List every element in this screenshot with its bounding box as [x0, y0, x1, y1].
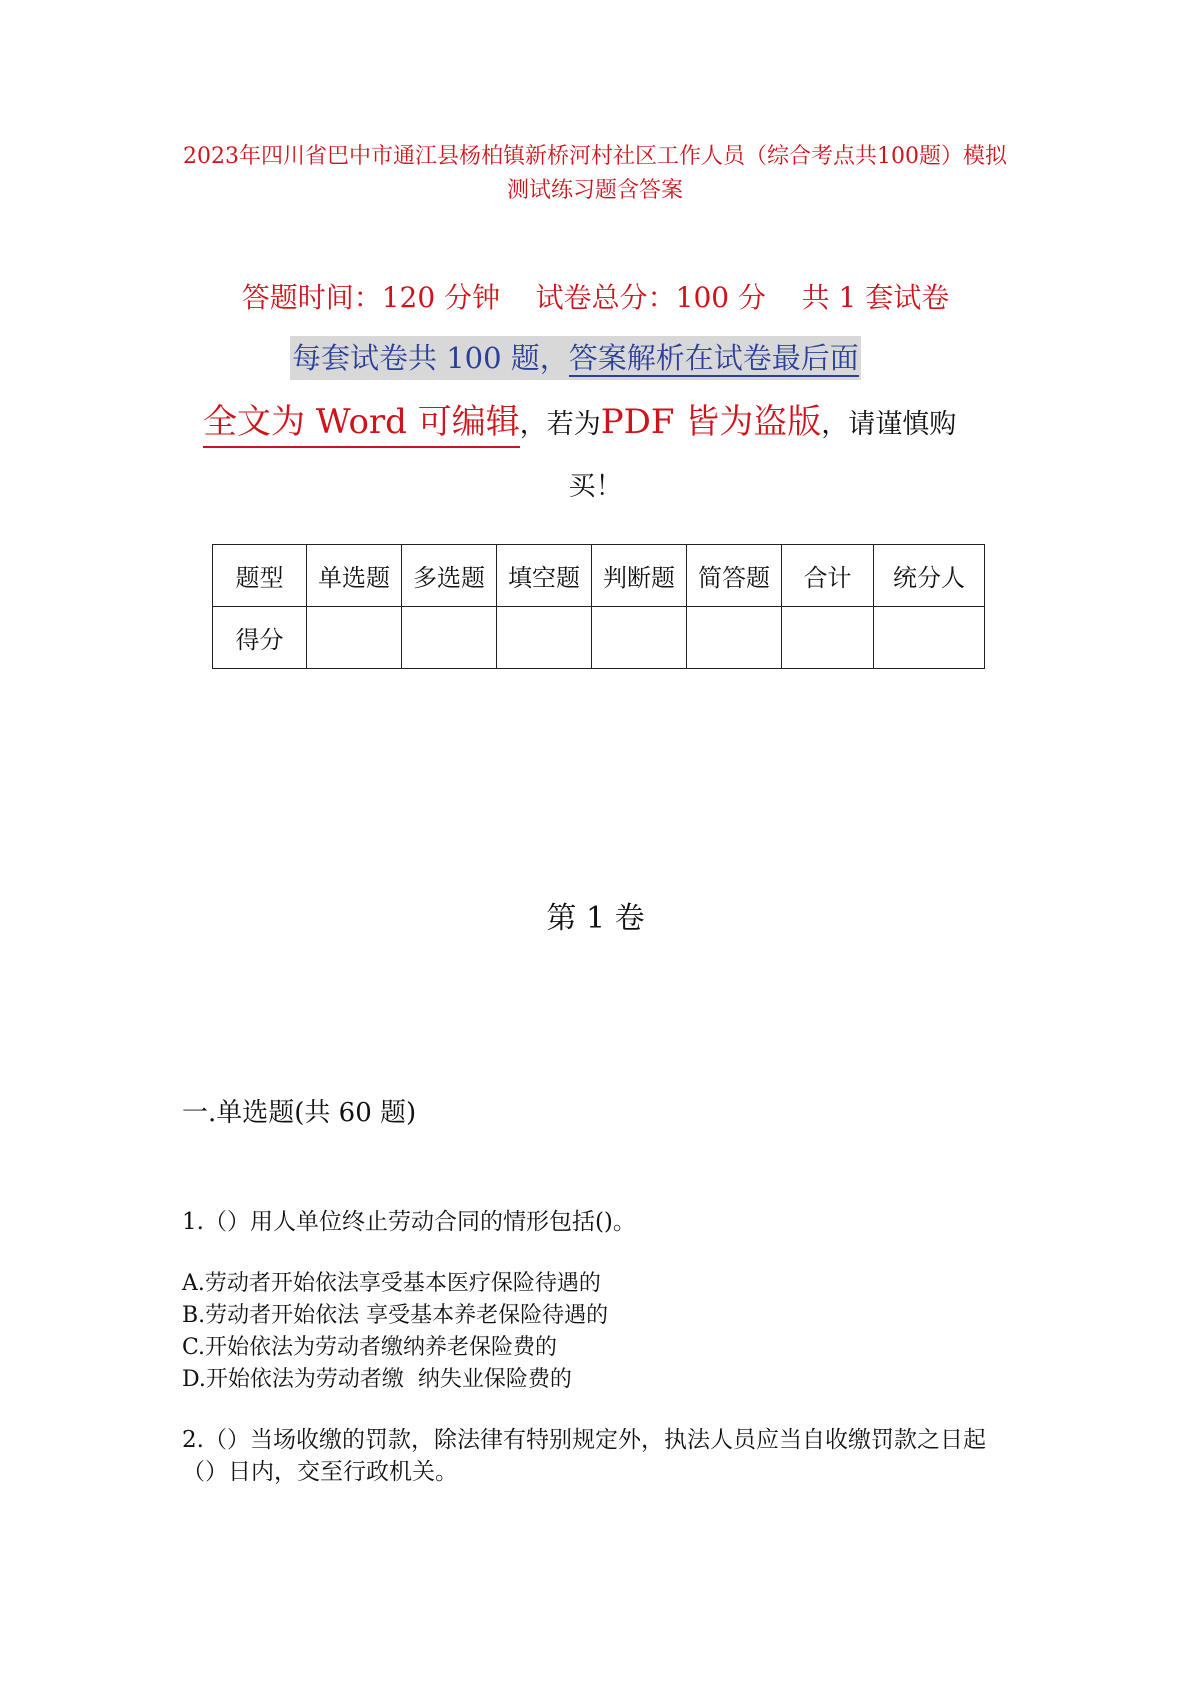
- score-row-label: 得分: [213, 607, 307, 669]
- score-cell: [782, 607, 874, 669]
- question-1-option-d: D.开始依法为劳动者缴 纳失业保险费的: [182, 1367, 572, 1392]
- section-title: 一.单选题(共 60 题): [182, 1098, 417, 1128]
- warning-pdf-pirated: PDF 皆为盗版: [600, 402, 822, 442]
- warning-text-end: 买！: [568, 471, 623, 502]
- warning-text-2: ，请谨慎购: [821, 409, 957, 440]
- score-cell: [402, 607, 497, 669]
- copyright-warning: [203, 398, 956, 449]
- question-1-stem: 1.（）用人单位终止劳动合同的情形包括()。: [182, 1209, 636, 1235]
- question-2-stem-line1: 2.（）当场收缴的罚款，除法律有特别规定外，执法人员应当自收缴罚款之日起: [182, 1427, 986, 1453]
- volume-title: 第 1 卷: [546, 901, 645, 936]
- warning-text-1: ，若为: [519, 409, 601, 440]
- header-cell-scorer: 统分人: [874, 545, 985, 607]
- score-cell: [592, 607, 687, 669]
- header-cell-type: 题型: [213, 545, 307, 607]
- score-cell: [307, 607, 402, 669]
- document-title: 2023年四川省巴中市通江县杨柏镇新桥河村社区工作人员（综合考点共100题）模拟测试练习题含答案: [183, 144, 1007, 203]
- question-1-option-c: C.开始依法为劳动者缴纳养老保险费的: [182, 1335, 558, 1360]
- exam-meta-line: 答题时间：120 分钟 试卷总分：100 分 共 1 套试卷: [241, 281, 950, 314]
- header-cell-true-false: 判断题: [592, 545, 687, 607]
- header-cell-fill-blank: 填空题: [497, 545, 592, 607]
- score-table-header-row: [213, 545, 985, 607]
- score-table: [212, 544, 985, 669]
- question-2-stem-line2: （）日内，交至行政机关。: [182, 1459, 458, 1485]
- header-cell-total: 合计: [782, 545, 874, 607]
- question-1-option-b: B.劳动者开始依法 享受基本养老保险待遇的: [182, 1303, 609, 1328]
- header-cell-short-answer: 简答题: [687, 545, 782, 607]
- score-cell: [687, 607, 782, 669]
- question-1-option-a: A.劳动者开始依法享受基本医疗保险待遇的: [182, 1271, 601, 1296]
- answer-notice: [290, 336, 861, 380]
- score-table-score-row: [213, 607, 985, 669]
- answer-notice-part2: 答案解析在试卷最后面: [568, 341, 859, 375]
- header-cell-single-choice: 单选题: [307, 545, 402, 607]
- score-cell: [497, 607, 592, 669]
- header-cell-multiple-choice: 多选题: [402, 545, 497, 607]
- warning-word-editable: 全文为 Word 可编辑: [203, 402, 520, 448]
- score-cell: [874, 607, 985, 669]
- answer-notice-part1: 每套试卷共 100 题，: [292, 341, 569, 375]
